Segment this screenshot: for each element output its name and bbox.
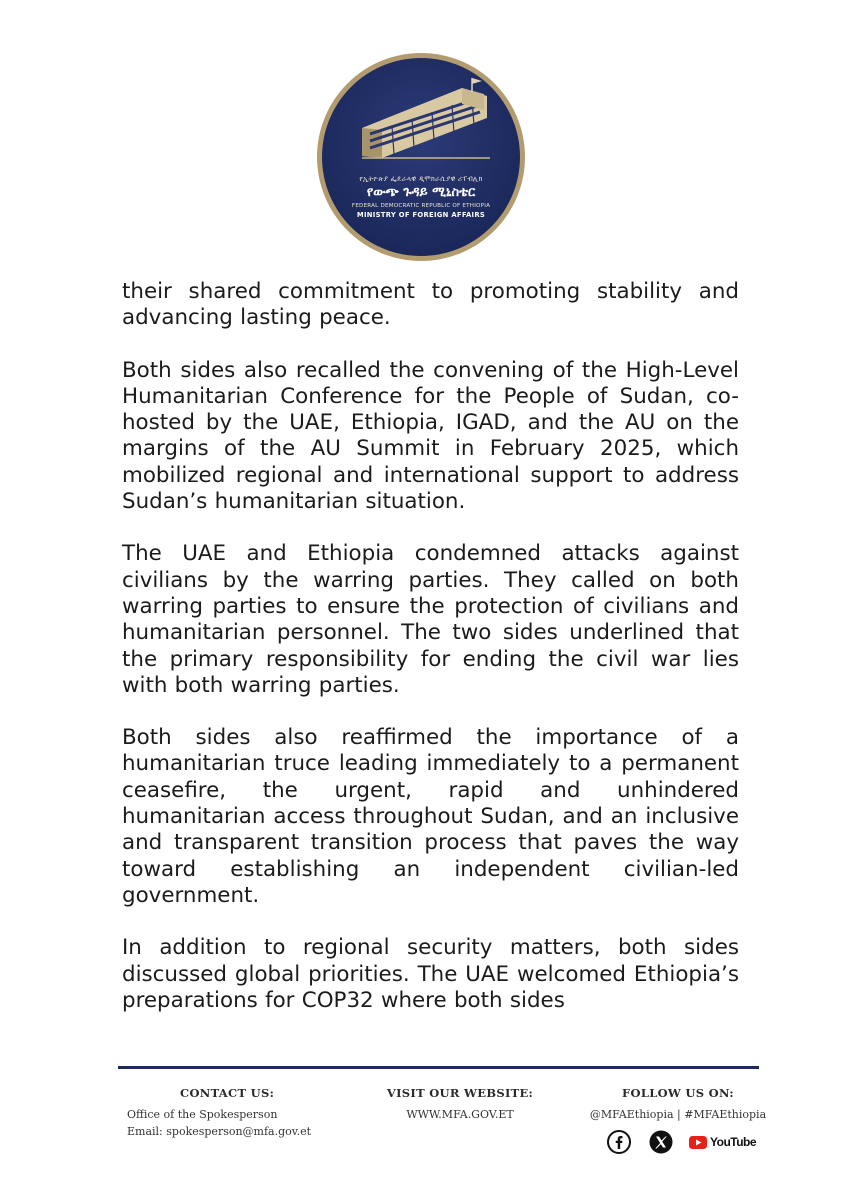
logo-blue-disc xyxy=(322,58,520,256)
paragraph-1: their shared commitment to promoting stability and advancing lasting peace. xyxy=(122,279,739,331)
paragraph-2: Both sides also recalled the convening of the High-Level Humanitarian Conference for the People of Sudan, co-hosted by the UAE, Ethiopia, IGAD, and the AU on the margins of the AU Summit in February 2025, which mobilized regional and international support to address Sudan’s humanitarian situation. xyxy=(122,357,739,515)
facebook-icon[interactable] xyxy=(607,1130,631,1154)
contact-email[interactable]: Email: spokesperson@mfa.gov.et xyxy=(127,1125,312,1138)
contact-heading: CONTACT US: xyxy=(180,1086,275,1100)
youtube-label: YouTube xyxy=(710,1135,757,1149)
footer-divider xyxy=(118,1066,759,1069)
ministry-logo xyxy=(317,53,525,261)
paragraph-5: In addition to regional security matters, both sides discussed global priorities. The UAE welcomed Ethiopia’s preparations for COP32 where both sides xyxy=(122,935,739,1013)
contact-office: Office of the Spokesperson xyxy=(127,1108,278,1121)
logo-amharic-country: የኢትዮጵያ ፌዴራላዊ ዲሞክራሲያዊ ሪፐብሊክ xyxy=(359,175,483,183)
website-link[interactable]: WWW.MFA.GOV.ET xyxy=(406,1108,514,1121)
building-icon xyxy=(322,58,520,256)
follow-heading: FOLLOW US ON: xyxy=(622,1086,734,1100)
social-handles: @MFAEthiopia | #MFAEthiopia xyxy=(589,1108,767,1121)
x-icon[interactable] xyxy=(649,1130,673,1154)
statement-body xyxy=(122,279,739,1040)
footer-follow xyxy=(578,1086,778,1123)
logo-english-ministry: MINISTRY OF FOREIGN AFFAIRS xyxy=(356,211,486,219)
youtube-link[interactable] xyxy=(689,1135,756,1149)
paragraph-3: The UAE and Ethiopia condemned attacks against civilians by the warring parties. They called on both warring parties to ensure the protection of civilians and humanitarian personnel. The two sides underlined that the primary responsibility for ending the civil war lies with both warring parties. xyxy=(122,541,739,698)
youtube-icon xyxy=(689,1136,707,1149)
social-icons xyxy=(607,1130,756,1154)
logo-amharic-ministry: የውጭ ጉዳይ ሚኒስቴር xyxy=(366,185,476,200)
website-heading: VISIT OUR WEBSITE: xyxy=(386,1086,534,1100)
footer-website xyxy=(380,1086,540,1123)
footer-contact xyxy=(127,1086,347,1140)
paragraph-4: Both sides also reaffirmed the importance of a humanitarian truce leading immediately to a permanent ceasefire, the urgent, rapid and unhindered humanitarian access throughout Sudan, and an inclusive and transparent transition process that paves the way toward establishing an independent civilian-led government. xyxy=(122,725,739,908)
logo-english-country: FEDERAL DEMOCRATIC REPUBLIC OF ETHIOPIA xyxy=(351,203,491,209)
